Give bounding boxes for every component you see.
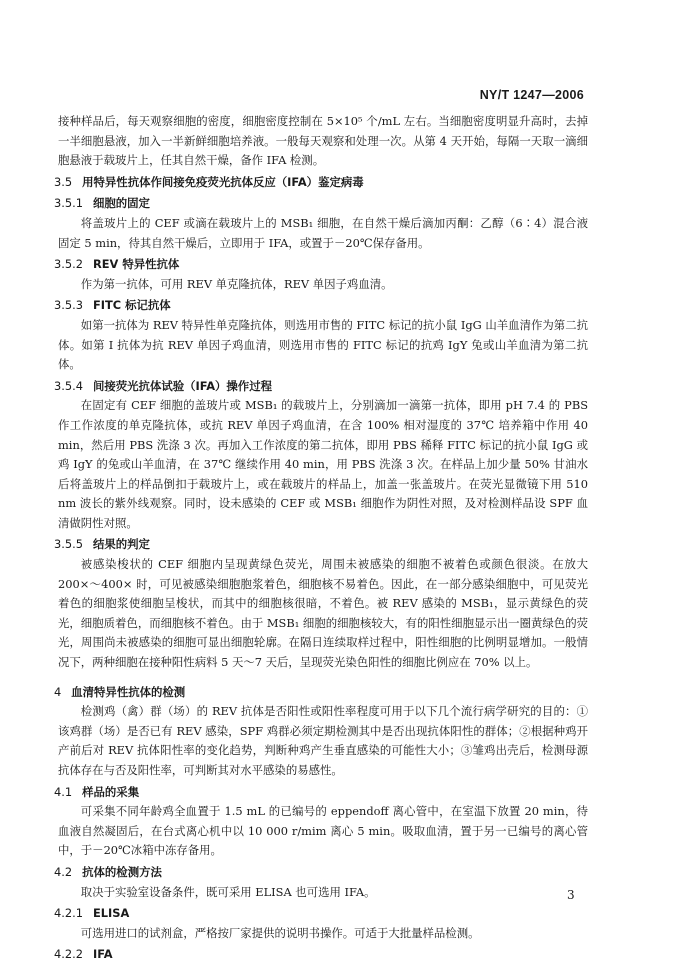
- section-number: 4.2.1: [54, 906, 83, 921]
- section-heading: [54, 683, 588, 703]
- section-title: 血清特异性抗体的检测: [71, 684, 186, 699]
- section-title: FITC 标记抗体: [92, 298, 171, 313]
- section-heading: [54, 194, 588, 214]
- section-title: ELISA: [92, 906, 130, 921]
- section-number: 4.1: [54, 784, 73, 799]
- paragraph: 在固定有 CEF 细胞的盖玻片或 MSB₁ 的载玻片上，分别滴加一滴第一抗体，即用 pH 7.4 的 PBS 作工作浓度的单克隆抗体，或抗 REV 单因子鸡血清，在含 100% 相对湿度的 37℃ 培养箱中作用 40 min，然后用 PBS 洗涤 3 次。再加入工作浓度的第二抗体，即用 PBS 稀释 FITC 标记的抗小鼠 IgG 或鸡 IgY 的兔或山羊血清，在 37℃ 继续作用 40 min，用 PBS 洗涤 3 次。在样品上加少量 50% 甘油水后将盖玻片上的样品倒扣于载玻片上，或在载玻片的样品上，加盖一张盖玻片。在荧光显微镜下用 510 nm 波长的紫外线观察。同时，设未感染的 CEF 或 MSB₁ 细胞作为阴性对照，及对检测样品设 SPF 血清做阴性对照。: [58, 398, 588, 530]
- section-number: 3.5.2: [54, 257, 83, 272]
- section-title: 结果的判定: [92, 537, 150, 552]
- section-number: 3.5: [54, 174, 73, 189]
- section-title: 抗体的检测方法: [82, 864, 162, 879]
- section-heading: [54, 173, 588, 193]
- section-title: 细胞的固定: [92, 196, 150, 211]
- paragraph: 可选用进口的试剂盒，严格按厂家提供的说明书操作。可适于大批量样品检测。: [80, 925, 480, 940]
- paragraph: 如第一抗体为 REV 特异性单克隆抗体，则选用市售的 FITC 标记的抗小鼠 IgG 山羊血清作为第二抗体。如第 I 抗体为抗 REV 单因子鸡血清，则选用市售的 FITC 标记的抗鸡 IgY 兔或山羊血清为第二抗体。: [58, 317, 588, 372]
- section-title: REV 特异性抗体: [92, 257, 180, 272]
- section-heading: [54, 783, 588, 803]
- section-title: IFA: [92, 947, 113, 962]
- section-heading: [54, 904, 588, 924]
- page-number: 3: [567, 888, 575, 902]
- section-number: 4.2: [54, 864, 73, 879]
- section-heading: [54, 535, 588, 555]
- section-number: 4.2.2: [54, 947, 83, 962]
- paragraph: 将盖玻片上的 CEF 或滴在载玻片上的 MSB₁ 细胞，在自然干燥后滴加丙酮：乙醇（6∶4）混合液固定 5 min，待其自然干燥后，立即用于 IFA，或置于－20℃保存备用。: [58, 215, 588, 250]
- section-heading: [54, 863, 588, 883]
- section-heading: [54, 377, 588, 397]
- document-body: [54, 112, 588, 965]
- paragraph: 检测鸡（禽）群（场）的 REV 抗体是否阳性或阳性率程度可用于以下几个流行病学研究的目的：①该鸡群（场）是否已有 REV 感染，SPF 鸡群必须定期检测其中是否出现抗体阳性的群体；②根据种鸡开产前后对 REV 抗体阳性率的变化趋势，判断种鸡产生垂直感染的可能性大小；③雏鸡出壳后，检测母源抗体存在与否及阳性率，可判断其对水平感染的易感性。: [58, 704, 588, 777]
- section-number: 3.5.5: [54, 537, 83, 552]
- section-heading: [54, 255, 588, 275]
- section-title: 样品的采集: [82, 784, 140, 799]
- section-title: 用特异性抗体作间接免疫荧光抗体反应（IFA）鉴定病毒: [82, 174, 364, 189]
- paragraph: 接种样品后，每天观察细胞的密度，细胞密度控制在 5×10⁵ 个/mL 左右。当细胞密度明显升高时，去掉一半细胞悬液，加入一半新鲜细胞培养液。一般每天观察和处理一次。从第 4 天开始，每隔一天取一滴细胞悬液于载玻片上，任其自然干燥，备作 IFA 检测。: [58, 114, 588, 168]
- paragraph: 作为第一抗体，可用 REV 单克隆抗体，REV 单因子鸡血清。: [80, 276, 393, 291]
- section-number: 3.5.3: [54, 298, 83, 313]
- section-number: 4: [54, 684, 62, 699]
- section-number: 3.5.1: [54, 196, 83, 211]
- section-heading: [54, 296, 588, 316]
- paragraph: 被感染梭状的 CEF 细胞内呈现黄绿色荧光，周围未被感染的细胞不被着色或颜色很淡。在放大 200×～400× 时，可见被感染细胞胞浆着色，细胞核不易着色。因此，在一部分感染细胞中，可见荧光着色的细胞浆使细胞呈梭状，而其中的细胞核很暗，不着色。被 REV 感染的 MSB₁，显示黄绿色的荧光，细胞质着色，而细胞核不着色。由于 MSB₁ 细胞的细胞核较大，有的阳性细胞显示出一圈黄绿色的荧光，周围尚未被感染的细胞可显出细胞轮廓。在隔日连续取样过程中，阳性细胞的比例明显增加。一般情况下，两种细胞在接种阳性病料 5 天～7 天后，呈现荧光染色阳性的细胞比例应在 70% 以上。: [58, 557, 588, 670]
- paragraph: 取决于实验室设备条件，既可采用 ELISA 也可选用 IFA。: [80, 884, 376, 899]
- paragraph: 可采集不同年龄鸡全血置于 1.5 mL 的已编号的 eppendoff 离心管中，在室温下放置 20 min，待血液自然凝固后，在台式离心机中以 10 000 r/mim 离心 5 min。吸取血清，置于另一已编号的离心管中，于－20℃冰箱中冻存备用。: [58, 804, 588, 858]
- standard-number: NY/T 1247—2006: [479, 88, 584, 102]
- section-number: 3.5.4: [54, 378, 83, 393]
- section-heading: [54, 945, 588, 965]
- section-title: 间接荧光抗体试验（IFA）操作过程: [92, 378, 272, 393]
